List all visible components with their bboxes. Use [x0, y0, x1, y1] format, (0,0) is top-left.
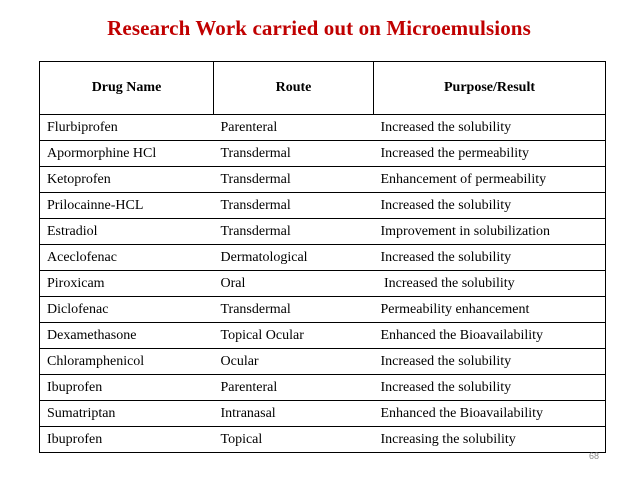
slide-title: Research Work carried out on Microemulsions	[107, 16, 531, 40]
cell-drug-name: Dexamethasone	[40, 323, 214, 349]
cell-purpose-result: Permeability enhancement	[374, 297, 606, 323]
page-number: 68	[589, 451, 600, 461]
cell-route: Transdermal	[214, 141, 374, 167]
cell-route: Transdermal	[214, 297, 374, 323]
table-row	[40, 193, 606, 219]
cell-purpose-result: Increased the solubility	[374, 375, 606, 401]
header-route: Route	[214, 62, 374, 115]
table-row	[40, 375, 606, 401]
cell-purpose-result: Increased the permeability	[374, 141, 606, 167]
cell-purpose-result: Improvement in solubilization	[374, 219, 606, 245]
cell-drug-name: Sumatriptan	[40, 401, 214, 427]
cell-purpose-result: Increased the solubility	[374, 271, 606, 297]
table-row	[40, 323, 606, 349]
cell-drug-name: Diclofenac	[40, 297, 214, 323]
cell-drug-name: Prilocainne-HCL	[40, 193, 214, 219]
cell-drug-name: Ibuprofen	[40, 375, 214, 401]
cell-purpose-result: Increased the solubility	[374, 115, 606, 141]
table-row	[40, 349, 606, 375]
cell-drug-name: Apormorphine HCl	[40, 141, 214, 167]
header-drug-name: Drug Name	[40, 62, 214, 115]
cell-purpose-result: Enhanced the Bioavailability	[374, 401, 606, 427]
cell-route: Parenteral	[214, 375, 374, 401]
cell-drug-name: Estradiol	[40, 219, 214, 245]
cell-route: Transdermal	[214, 193, 374, 219]
table-row	[40, 401, 606, 427]
table-row	[40, 167, 606, 193]
table-row	[40, 245, 606, 271]
cell-route: Intranasal	[214, 401, 374, 427]
cell-route: Oral	[214, 271, 374, 297]
cell-purpose-result: Enhancement of permeability	[374, 167, 606, 193]
drug-research-table	[39, 61, 606, 453]
cell-route: Transdermal	[214, 219, 374, 245]
cell-drug-name: Aceclofenac	[40, 245, 214, 271]
table-row	[40, 427, 606, 453]
cell-route: Dermatological	[214, 245, 374, 271]
cell-purpose-result: Increased the solubility	[374, 193, 606, 219]
table-row	[40, 219, 606, 245]
cell-drug-name: Ketoprofen	[40, 167, 214, 193]
table-row	[40, 115, 606, 141]
table-row	[40, 271, 606, 297]
cell-route: Topical Ocular	[214, 323, 374, 349]
cell-drug-name: Flurbiprofen	[40, 115, 214, 141]
cell-drug-name: Ibuprofen	[40, 427, 214, 453]
cell-route: Ocular	[214, 349, 374, 375]
header-purpose-result: Purpose/Result	[374, 62, 606, 115]
cell-drug-name: Piroxicam	[40, 271, 214, 297]
cell-route: Parenteral	[214, 115, 374, 141]
cell-route: Transdermal	[214, 167, 374, 193]
cell-drug-name: Chloramphenicol	[40, 349, 214, 375]
cell-purpose-result: Increased the solubility	[374, 349, 606, 375]
cell-purpose-result: Increased the solubility	[374, 245, 606, 271]
cell-purpose-result: Enhanced the Bioavailability	[374, 323, 606, 349]
cell-route: Topical	[214, 427, 374, 453]
table-row	[40, 141, 606, 167]
table-header-row	[40, 62, 606, 115]
cell-purpose-result: Increasing the solubility	[374, 427, 606, 453]
table-row	[40, 297, 606, 323]
